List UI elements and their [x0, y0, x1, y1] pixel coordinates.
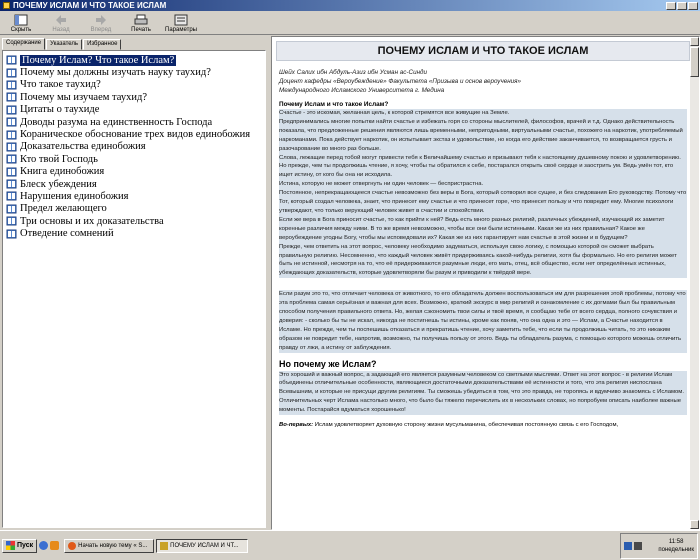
contents-tree [2, 50, 266, 528]
toc-item[interactable]: Почему Ислам? Что такое Ислам? [3, 54, 265, 66]
back-button[interactable]: Назад [42, 11, 80, 34]
content-pane [271, 36, 700, 530]
toc-item[interactable]: Доказательства единобожия [3, 141, 265, 153]
tab-contents[interactable]: Содержание [2, 38, 45, 50]
toc-item[interactable]: Почему мы изучаем таухид? [3, 91, 265, 103]
toc-item[interactable]: Почему мы должны изучать науку таухид? [3, 66, 265, 78]
author-name: Шейх Салих ибн Абдуль-Азиз ибн Усман ас-Синди [279, 69, 428, 76]
document [276, 41, 690, 430]
browser-quicklaunch-icon[interactable] [39, 541, 48, 550]
toc-item[interactable]: Доводы разума на единственность Господа [3, 116, 265, 128]
navigation-pane [0, 36, 269, 530]
toc-item[interactable]: Предел желающего [3, 203, 265, 215]
toc-item[interactable]: Цитаты о таухиде [3, 104, 265, 116]
author-university: Международного Исламского Университета г. Медина [279, 87, 445, 94]
author-position: Доцент кафедры «Вероубеждение» Факультета «Призыва и основ вероучения» [279, 78, 522, 85]
book-icon [6, 167, 17, 177]
quick-launch [39, 541, 61, 550]
book-icon [6, 229, 17, 239]
hide-pane-icon [14, 14, 28, 26]
paragraph: Прежде, чем ответить на этот вопрос, человеку необходимо задуматься, используя свою логику, с помощью которой он сможет выбрать правильную религию. Несомненно, что каждый человек живёт придерживаясь какой-нибудь религии, хотя бы формально. Но его религия может быть не истинной, несмотря на то, что её придерживаются разумные люди, его мать, отец, всё общество, если нет определённых истинных, убеждающих доказательств, которые удовлетворяли бы разум и приводили к твёрдой вере. [279, 243, 687, 279]
hide-button[interactable]: Скрыть [2, 11, 40, 34]
paragraph: Предпринимались многие попытки найти счастье и избежать горя со стороны мыслителей, философов, врачей и т.д. Однако действительность показала, что предложенные решения являются лишь временными, непригодными, виртуальными счастье, похожего на наркотик, употребляемый наркоманами. Пока действует наркотик, он испытывает экстаз и удовольствие, но когда его действие заканчивается, то возвращается грусть и разочарование во много раз больше. [279, 118, 687, 154]
section-heading: Но почему же Ислам? [279, 358, 377, 369]
book-icon [6, 68, 17, 78]
options-button[interactable]: Параметры [162, 11, 200, 34]
taskbar-button-browser[interactable]: Начать новую тему « S... [64, 539, 154, 553]
browser-icon [68, 542, 76, 550]
toc-item[interactable]: Кораническое обоснование трех видов единобожия [3, 128, 265, 140]
print-button[interactable]: Печать [122, 11, 160, 34]
toc-item[interactable]: Что такое таухид? [3, 79, 265, 91]
paragraph: Во-первых: Ислам удовлетворяет духовную сторону жизни мусульманина, обеспечивая постоянную связь с его Господом, [279, 422, 619, 429]
forward-arrow-icon [94, 14, 108, 26]
author-block [279, 68, 690, 95]
options-icon [174, 14, 188, 26]
scroll-up-icon[interactable] [690, 37, 699, 46]
book-icon [6, 142, 17, 152]
clock[interactable]: 11:58 понедельник [658, 538, 694, 553]
tab-favorites[interactable]: Избранное [83, 39, 121, 50]
window-title: ПОЧЕМУ ИСЛАМ И ЧТО ТАКОЕ ИСЛАМ [13, 1, 167, 10]
vertical-scrollbar[interactable] [690, 37, 699, 529]
toc-item[interactable]: Нарушения единобожия [3, 190, 265, 202]
book-icon [6, 55, 17, 65]
toc-item[interactable]: Блеск убеждения [3, 178, 265, 190]
book-icon [6, 117, 17, 127]
toc-item[interactable]: Книга единобожия [3, 166, 265, 178]
minimize-button[interactable] [666, 2, 676, 10]
system-tray [620, 533, 698, 559]
scroll-thumb[interactable] [690, 47, 699, 77]
paragraph: Если разум это то, что отличает человека от животного, то его обладатель должен воспользоваться им для разрешения этой проблемы, потому что эта проблема самая серьёзная и важная для всех. Возможно, краткий экскурс в мир религий и ознакомление с их догмами был бы правильным способом получения правильного ответа. Но, желая сэкономить твои силы и твоё время, я сообщаю тебе от всего сердца, полного сочувствия и доверия: - сколько бы ты не искал, никогда не постигнешь ты истины, кроме как поняв, что она одна и это — Ислам, а Счастье находится в Исламе. Но прежде, чем ты поспешишь отказаться и прекратишь чтение, хочу заметить тебе, что если ты продолжишь читать, то это никаким образом не повредит тебе, напротив, возможно, ты получишь пользу от этого. Ведь ты обладатель разума, с помощью которого можешь отличить правду от лжи, а истину от заблуждения. [279, 291, 686, 351]
book-icon [6, 204, 17, 214]
section-heading: Почему Ислам и что такое Ислам? [279, 101, 389, 108]
paragraph: Это хороший и важный вопрос, а задающий его является разумным человеком со светлыми мыслями. Ответ на этот вопрос - в религии Ислам объединены отличительные особенности, являющиеся достаточными доказательствами её истинности и того, что эта религия ниспослана Всевышним, и которые не присущи другим религиям. Ты сможешь убедиться в том, что это правда, не торопясь и вдумчиво знакомясь с Исламом. [279, 371, 687, 398]
paragraph: Слова, лежащие перед тобой могут привести тебя к Величайшему счастью и призывают тебя к настоящему душевному покою и удовлетворению. Но прежде, чем ты продолжишь чтение, я хочу, чтобы ты обратился к себе, постарался открыть своё сердце и заострить ум. Ведь умён тот, кто ищет истину, от кого бы она ни исходила. [279, 154, 687, 181]
help-book-icon [160, 542, 168, 550]
paragraph: Истина, которую не может отвергнуть ни один человек — беспристрастна. [279, 180, 687, 189]
windows-logo-icon [6, 541, 15, 550]
back-arrow-icon [54, 14, 68, 26]
book-icon [6, 92, 17, 102]
paragraph: Постоянное, непрекращающееся счастье невозможно без веры в Бога, который сотворил все сущее, и без следования Его руководству. Потому что Тот, который создал человека, знает, что принесет ему счастье и что принесет горе, что принесет пользу и что повредит ему. Многие психологи утверждают, что только верующий человек живет в счастии и спокойствии. [279, 190, 687, 214]
scroll-down-icon[interactable] [690, 520, 699, 529]
book-icon [6, 154, 17, 164]
taskbar [0, 530, 700, 560]
close-button[interactable] [688, 2, 698, 10]
book-icon [6, 216, 17, 226]
title-bar [0, 0, 700, 11]
book-icon [6, 179, 17, 189]
paragraph: Счастье - это искомая, желанная цель, к которой стремятся все живущие на Земле. [279, 109, 687, 118]
nav-tabs [2, 39, 122, 50]
paragraph: Если же вера в Бога приносит счастье, то как прийти к ней? Ведь есть много разных религий, различных убеждений, изучающий их заметит коренные различия между ними. В то же время невозможно, чтобы все они были истинными. Какая же из них правильная? Какое же вероубеждение угодны Богу, чтобы мы исповедовали их? Какая же из них гарантирует нам счастье в этой жизни и в будущем? [279, 216, 687, 243]
toc-item[interactable]: Отведение сомнений [3, 227, 265, 239]
tab-index[interactable]: Указатель [46, 39, 82, 50]
book-icon [6, 105, 17, 115]
folder-quicklaunch-icon[interactable] [50, 541, 59, 550]
forward-button[interactable]: Вперед [82, 11, 120, 34]
toc-item[interactable]: Кто твой Господь [3, 153, 265, 165]
maximize-button[interactable] [677, 2, 687, 10]
speaker-icon[interactable] [634, 542, 642, 550]
taskbar-button-help[interactable]: ПОЧЕМУ ИСЛАМ И ЧТ... [156, 539, 248, 553]
document-title: ПОЧЕМУ ИСЛАМ И ЧТО ТАКОЕ ИСЛАМ [276, 41, 690, 61]
toc-item[interactable]: Три основы и их доказательства [3, 215, 265, 227]
language-icon[interactable] [624, 542, 632, 550]
book-icon [6, 191, 17, 201]
toolbar [0, 11, 700, 35]
book-icon [6, 80, 17, 90]
start-button[interactable]: Пуск [2, 539, 37, 553]
paragraph: Отличительных черт Ислама настолько много, что было бы тяжело перечислить их в нескольких словах, но попробуем описать наиболее важные моменты. Постарайся вдуматься хорошенько! [279, 397, 687, 415]
book-icon [6, 130, 17, 140]
app-help-icon [3, 2, 10, 9]
printer-icon [134, 14, 148, 26]
